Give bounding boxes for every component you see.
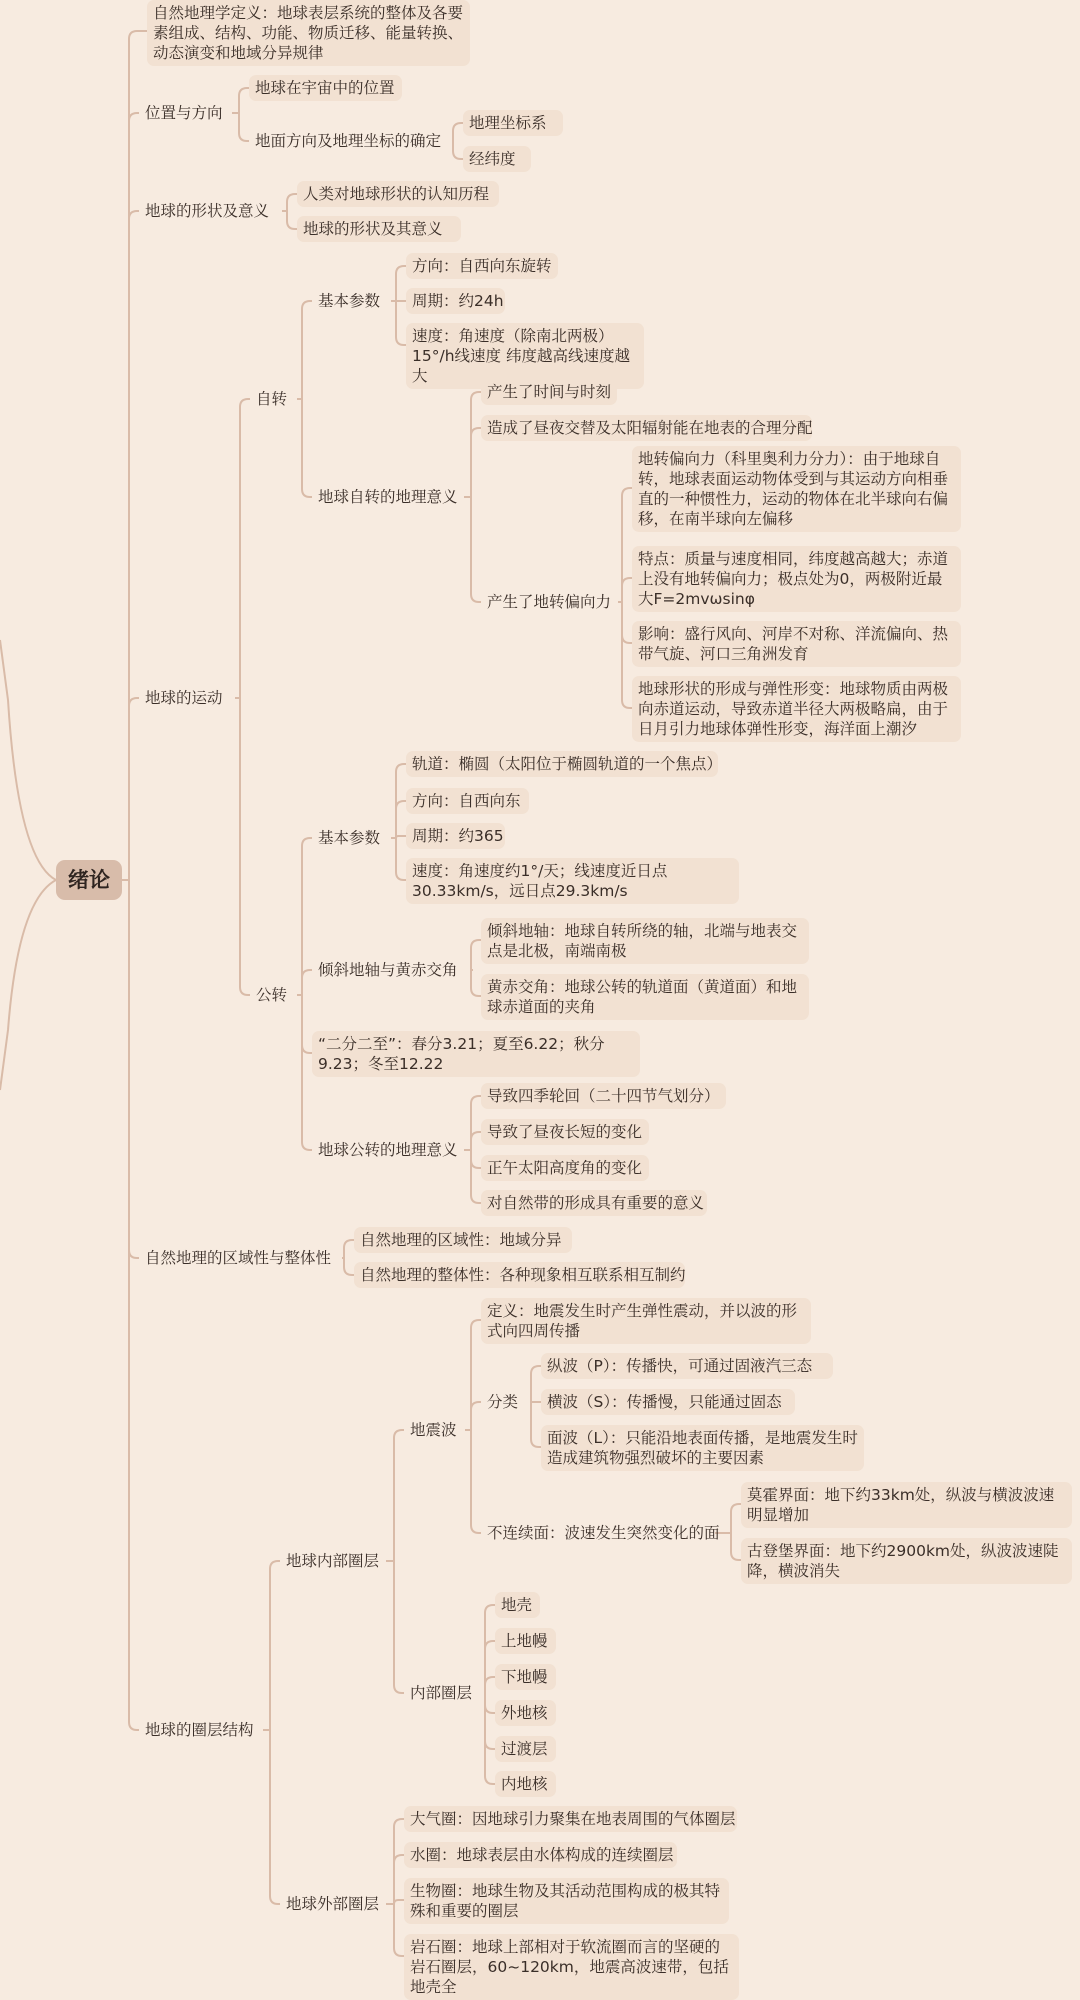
node-cor-def[interactable]: 地转偏向力（科里奥利力分力）：由于地球自转，地球表面运动物体受到与其运动方向相垂直的一种惯性力，运动的物体在北半球向右偏移，在南半球向左偏移 (632, 446, 961, 532)
link-branch (396, 801, 406, 838)
node-rot-day[interactable]: 造成了昼夜交替及太阳辐射能在地表的合理分配 (481, 415, 812, 441)
node-cor-eff[interactable]: 影响：盛行风向、河岸不对称、洋流偏向、热带气旋、河口三角洲发育 (632, 621, 961, 667)
node-region-r[interactable]: 自然地理的区域性：地域分异 (354, 1227, 572, 1253)
link-branch (394, 1561, 404, 1693)
link-branch (287, 211, 297, 229)
link-branch (287, 194, 297, 211)
link-branch (302, 995, 312, 1150)
node-shape-mean[interactable]: 地球的形状及其意义 (297, 216, 461, 242)
node-lmantle[interactable]: 下地幔 (495, 1664, 556, 1690)
link-branch (731, 1504, 741, 1533)
link-branch (394, 1904, 404, 1956)
node-rev-sig[interactable]: 地球公转的地理意义 (318, 1141, 458, 1159)
link-branch (485, 1693, 495, 1713)
link-branch (129, 31, 147, 880)
node-crust[interactable]: 地壳 (495, 1592, 540, 1618)
node-rot-dir[interactable]: 方向：自西向东旋转 (406, 253, 558, 279)
link-branch (396, 266, 406, 301)
node-discont[interactable]: 不连续面：波速发生突然变化的面 (487, 1524, 720, 1542)
node-tilt[interactable]: 倾斜地轴与黄赤交角 (318, 961, 458, 979)
node-quake-cls[interactable]: 分类 (487, 1393, 519, 1411)
link-branch (471, 392, 481, 497)
node-rev-daylen[interactable]: 导致了昼夜长短的变化 (481, 1119, 649, 1145)
node-atmo[interactable]: 大气圈：因地球引力聚集在地表周围的气体圈层 (404, 1806, 737, 1832)
node-cor-shape[interactable]: 地球形状的形成与弹性形变：地球物质由两极向赤道运动，导致赤道半径大两极略扁，由于日月引力地球体弹性形变，海洋面上潮汐 (632, 676, 961, 742)
node-wave-s[interactable]: 横波（S）：传播慢，只能通过固态 (541, 1389, 795, 1415)
node-tilt-angle[interactable]: 黄赤交角：地球公转的轨道面（黄道面）和地球赤道面的夹角 (481, 974, 809, 1020)
link-branch (240, 698, 250, 995)
node-rev-per[interactable]: 周期：约365 (406, 823, 505, 849)
node-icore[interactable]: 内地核 (495, 1771, 556, 1797)
node-rev-speed[interactable]: 速度：角速度约1°/天；线速度近日点30.33km/s，远日点29.3km/s (406, 858, 739, 904)
node-rot-speed[interactable]: 速度：角速度（除南北两极）15°/h线速度 纬度越高线速度越大 (406, 323, 644, 389)
link-branch (302, 399, 312, 497)
node-litho[interactable]: 岩石圈：地球上部相对于软流圈而言的坚硬的岩石圈层，60~120km，地震高波速带，包括地壳全 (404, 1934, 739, 2000)
node-inner-layers[interactable]: 内部圈层 (410, 1684, 473, 1702)
node-rot-time[interactable]: 产生了时间与时刻 (481, 379, 617, 405)
link-branch (396, 764, 406, 838)
node-cor-feat[interactable]: 特点：质量与速度相同，纬度越高越大；赤道上没有地转偏向力；极点处为0，两极附近最大F=2mvωsinφ (632, 546, 961, 612)
link-branch (471, 1150, 481, 1168)
link-branch (471, 1430, 481, 1533)
node-inner[interactable]: 地球内部圈层 (286, 1552, 380, 1570)
node-region[interactable]: 自然地理的区域性与整体性 (145, 1249, 332, 1267)
link-branch (471, 428, 481, 497)
link-branch (471, 1150, 481, 1203)
link-branch (453, 141, 463, 159)
link-branch (471, 1402, 481, 1430)
node-gutenberg[interactable]: 古登堡界面：地下约2900km处，纵波波速陡降，横波消失 (741, 1538, 1072, 1584)
node-def[interactable]: 自然地理学定义：地球表层系统的整体及各要素组成、结构、功能、物质迁移、能量转换、动态演变和地域分异规律 (147, 0, 470, 66)
link-branch (622, 602, 632, 708)
link-branch (622, 488, 632, 602)
node-bio[interactable]: 生物圈：地球生物及其活动范围构成的极其特殊和重要的圈层 (404, 1878, 729, 1924)
node-rev-basic[interactable]: 基本参数 (318, 829, 381, 847)
node-rot-per[interactable]: 周期：约24h (406, 288, 505, 314)
node-tilt-axis[interactable]: 倾斜地轴：地球自转所绕的轴，北端与地表交点是北极，南端南极 (481, 918, 809, 964)
link-branch (485, 1693, 495, 1749)
node-rev-zone[interactable]: 对自然带的形成具有重要的意义 (481, 1190, 707, 1216)
link-branch (622, 578, 632, 602)
link-branch (302, 970, 312, 995)
node-rev-season[interactable]: 导致四季轮回（二十四节气划分） (481, 1083, 726, 1109)
link-branch (270, 1730, 280, 1904)
link-branch (485, 1693, 495, 1784)
node-latlon[interactable]: 经纬度 (463, 146, 531, 172)
link-branch (240, 399, 250, 698)
link-branch (344, 1240, 354, 1258)
link-branch (129, 698, 139, 880)
link-branch (485, 1677, 495, 1693)
node-rev[interactable]: 公转 (256, 986, 288, 1004)
node-trans[interactable]: 过渡层 (495, 1736, 556, 1762)
node-quake[interactable]: 地震波 (410, 1421, 457, 1439)
link-branch (485, 1605, 495, 1693)
link-branch (129, 880, 139, 1258)
root-tail (0, 640, 56, 880)
link-branch (302, 301, 312, 399)
node-region-w[interactable]: 自然地理的整体性：各种现象相互联系相互制约 (354, 1262, 685, 1288)
node-outer[interactable]: 地球外部圈层 (286, 1895, 380, 1913)
node-rev-orbit[interactable]: 轨道：椭圆（太阳位于椭圆轨道的一个焦点） (406, 751, 718, 777)
link-branch (239, 113, 249, 141)
node-hydro[interactable]: 水圈：地球表层由水体构成的连续圈层 (404, 1842, 677, 1868)
link-branch (731, 1533, 741, 1560)
link-branch (394, 1430, 404, 1561)
link-branch (270, 1561, 280, 1730)
link-branch (302, 838, 312, 995)
node-moho[interactable]: 莫霍界面：地下约33km处，纵波与横波波速明显增加 (741, 1482, 1072, 1528)
node-rot-cor[interactable]: 产生了地转偏向力 (487, 593, 612, 611)
node-rot-basic[interactable]: 基本参数 (318, 292, 381, 310)
root-tail (0, 880, 56, 1090)
node-layers[interactable]: 地球的圈层结构 (145, 1721, 254, 1739)
link-branch (394, 1900, 404, 1904)
node-shape[interactable]: 地球的形状及意义 (145, 202, 270, 220)
node-shape-hist[interactable]: 人类对地球形状的认知历程 (297, 181, 499, 207)
link-branch (344, 1258, 354, 1275)
node-wave-l[interactable]: 面波（L）：只能沿地表面传播，是地震发生时造成建筑物强烈破坏的主要因素 (541, 1425, 864, 1471)
node-solstice[interactable]: “二分二至”：春分3.21；夏至6.22；秋分9.23；冬至12.22 (312, 1031, 640, 1077)
link-branch (302, 995, 312, 1053)
node-rot-sig[interactable]: 地球自转的地理意义 (318, 488, 458, 506)
node-umantle[interactable]: 上地幔 (495, 1628, 556, 1654)
node-pos-univ[interactable]: 地球在宇宙中的位置 (249, 75, 402, 101)
link-branch (129, 211, 139, 880)
node-pos[interactable]: 位置与方向 (145, 104, 223, 122)
link-branch (471, 1132, 481, 1150)
link-branch (471, 1320, 481, 1430)
link-branch (129, 113, 139, 880)
link-branch (471, 497, 481, 602)
node-pos-coord[interactable]: 地面方向及地理坐标的确定 (255, 132, 442, 150)
link-branch (394, 1855, 404, 1904)
link-branch (622, 602, 632, 643)
link-branch (396, 836, 406, 838)
node-rev-noon[interactable]: 正午太阳高度角的变化 (481, 1155, 649, 1181)
link-branch (239, 88, 249, 113)
node-coord-sys[interactable]: 地理坐标系 (463, 110, 563, 136)
link-branch (471, 1096, 481, 1150)
link-branch (531, 1402, 541, 1447)
node-motion[interactable]: 地球的运动 (145, 689, 223, 707)
root-node[interactable]: 绪论 (56, 860, 122, 900)
link-branch (453, 123, 463, 141)
link-branch (394, 1819, 404, 1904)
node-wave-p[interactable]: 纵波（P）：传播快，可通过固液汽三态 (541, 1353, 833, 1379)
node-rev-dir[interactable]: 方向：自西向东 (406, 788, 529, 814)
node-rot[interactable]: 自转 (256, 390, 288, 408)
link-branch (531, 1366, 541, 1402)
link-branch (396, 838, 406, 880)
node-quake-def[interactable]: 定义：地震发生时产生弹性震动，并以波的形式向四周传播 (481, 1298, 811, 1344)
link-branch (129, 880, 139, 1730)
link-branch (396, 301, 406, 345)
link-branch (485, 1641, 495, 1693)
node-ocore[interactable]: 外地核 (495, 1700, 556, 1726)
